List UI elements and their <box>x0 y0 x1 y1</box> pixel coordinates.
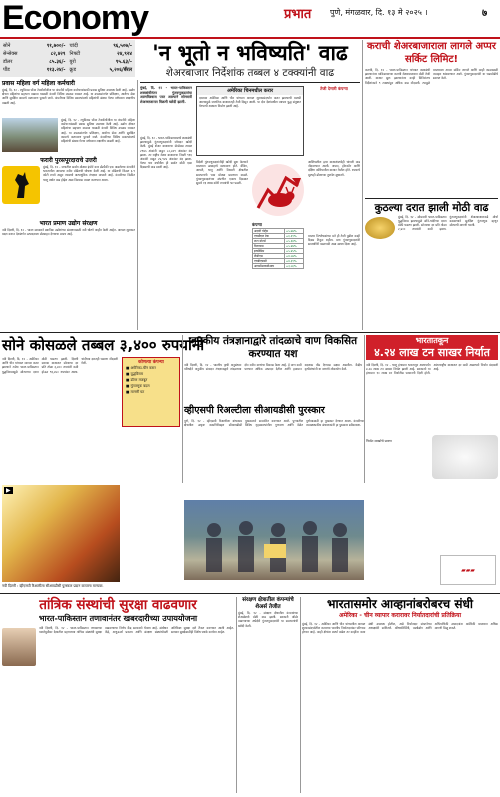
ticker-value: ९६,५०७/- <box>113 43 132 49</box>
ticker-value: ९१,७००/- <box>46 43 66 49</box>
ticker-item <box>3 42 66 50</box>
company-name: एचडीएफसी <box>253 259 285 264</box>
ticker-grid <box>0 40 135 76</box>
award-photo <box>184 500 364 580</box>
people-icon <box>184 500 364 580</box>
right-mid-headline: कुठल्या दरात झाली मोठी वाढ <box>374 201 489 214</box>
col-rule-4 <box>364 335 365 483</box>
tech-story <box>184 335 362 403</box>
ticker-item <box>70 58 133 66</box>
col-rule-1 <box>137 80 138 330</box>
ticker-label: सेन्सेक्स <box>3 51 18 57</box>
main-box-body: दरम्यान अमेरिका आणि चीन यांच्यात आयात शुल्कासंदर्भात करार झाल्याची बातमी आल्यामुळे जागतिक बाजारातही तेजी दिसून आली. या दोन देशांमधील व्यापार युद्ध संपुष्टात येण्याची शक्यता निर्माण झाली आहे. <box>199 96 301 109</box>
company-name: अदानी पोर्ट्स <box>253 229 285 234</box>
main-story <box>140 40 360 300</box>
ticker-item <box>3 58 66 66</box>
export-headline: ४.२४ लाख टन साखर निर्यात <box>374 346 490 359</box>
ticker-label: सोने <box>3 43 11 49</box>
main-box <box>196 86 304 156</box>
left-mid-headline: फरारी पुरसपूरदाराचे उत्तरी <box>40 157 97 164</box>
ticker-label: युरो <box>69 59 76 65</box>
export-sugar-bag: ▰▰▰ <box>440 555 496 585</box>
page-number: ७ <box>482 8 488 19</box>
list-item: ■ अमेरिका-चीन करार <box>126 366 156 370</box>
company-name: टीसीएस <box>253 254 285 259</box>
company-change: +४.५७% <box>284 254 303 259</box>
sugar-caption: निर्यात साखरेचे प्रमाण <box>366 439 392 443</box>
right-top-headline: कराची शेअरबाजाराला लागले अप्पर सर्किट लिमिट! <box>367 41 496 65</box>
company-change: +३.५६% <box>284 264 303 269</box>
section-title: Economy <box>2 0 149 37</box>
left-mid-body: मुंबई, दि. १२ - जगातील सर्वात मोठ्या इंपोर्ट कार ब्रँडपैकी एक असलेल्या कंपनीने भारतातील आपल्या नवीन मॉडेलची घोषणा केली आहे. या मॉडेलची किंमत ३.९ कोटी रुपये असून त्यामध्ये अत्याधुनिक तंत्रज्ञान वापरले आहे. कंपनीच्या विक्रीत चालू वर्षात वाढ होईल असा विश्वास व्यक्त करण्यात आला. <box>43 165 135 182</box>
ticker-value: ८५.३६/- <box>49 59 66 65</box>
left-top-headline: प्रवास महिला वर्ग महिला कर्मचारी <box>2 80 75 87</box>
ticker-item <box>70 50 133 58</box>
masthead-rule <box>0 37 500 39</box>
company-name: टाटा मोटर्स <box>253 239 285 244</box>
list-item: ■ गुंतवणूक बदल <box>126 384 150 388</box>
company-change: +५.६४% <box>284 239 303 244</box>
bottom-mid-body: मुंबई, दि. १२ - संरक्षण क्षेत्रातील कंपन्यांच्या शेअर्समध्ये मोठी वाढ झाली. सरकारी ऑर्डर वाढण्याच्या अपेक्षेने गुंतवणूकदारांनी या समभागांची खरेदी केली. <box>238 611 298 628</box>
photo-label: ▶ <box>6 487 11 494</box>
bottom-rule <box>0 593 500 594</box>
ferrari-image <box>2 166 40 204</box>
horse-logo-icon <box>9 170 33 200</box>
company-change: +४.३९% <box>284 259 303 264</box>
row2-rule <box>0 332 500 333</box>
list-item: ■ डॉलर मजबूत <box>126 378 148 382</box>
ticker-value: ११३.२४/- <box>46 67 66 73</box>
ticker-value: ९५.६३/- <box>115 59 132 65</box>
ticker-item <box>70 66 133 74</box>
main-col-1: मुंबई, दि. १२ - भारत-पाकिस्तानमध्ये शस्त्रसंधी झाल्यामुळे गुंतवणूकदारांनी जोरदार खरेदी केली. मुंबई शेअर बाजाराचा सेन्सेक्स तब्बल २९७५ अंकांनी वाढून ८२,४२९ अंकांवर बंद झाला. तर राष्ट्रीय शेअर बाजाराचा निफ्टी ९१६ अंकांनी वाढून २४,९२४ अंकांवर बंद झाला. गेल्या चार वर्षांतील ही सर्वात मोठी एका दिवसाची वाढ ठरली आहे. <box>140 136 192 170</box>
ticker-label: डॉलर <box>3 59 13 65</box>
left-top-body: मुंबई, दि. १२ - ल्युमिनस पॉवर टेक्नॉलॉजीज या कंपनीने महिला कर्मचाऱ्यांसाठी प्रवास सुविधा उपलब्ध केली आहे. उद्योग क्षेत्रात महिलांचा सहभाग वाढावा यासाठी कंपनी विविध उपक्रम राबवत आहे. या उपक्रमांतर्गत प्रशिक्षण, आरोग्य सेवा आणि सुरक्षित कामाचे वातावरण पुरवले जाते. कंपनीच्या विविध प्रकल्पांमध्ये महिलांची संख्या गेल्या वर्षभरात लक्षणीय वाढली आहे. <box>2 88 135 105</box>
col-rule-2 <box>362 40 363 330</box>
export-body: नवी दिल्ली, दि. १२ - चालू हंगामात भारतातून आतापर्यंत ४.२४ लाख टन साखर निर्यात झाली आहे. सरकारने या हंगामात १० लाख टन निर्यातीस परवानगी दिली होती. आंतरराष्ट्रीय बाजारात दर कमी असल्याने निर्यात मंदावली आहे. <box>366 363 498 376</box>
ticker-label: क्रूड <box>69 67 77 73</box>
ticker-item <box>3 66 66 74</box>
main-headline: 'न भूतो न भविष्यति' वाढ <box>152 41 348 65</box>
col-rule-5 <box>236 597 237 793</box>
sugar-image <box>432 435 498 479</box>
main-col-4: बाजार विश्लेषकांच्या मते ही तेजी पुढील काही दिवस टिकून राहील. मात्र गुंतवणूकदारांनी सावधगिरी बाळगावी असा सल्ला दिला आहे. <box>308 234 360 247</box>
brand-logo: प्रभात <box>284 7 312 22</box>
bull-icon <box>252 160 304 220</box>
list-item: ■ युद्धविराम <box>126 372 143 376</box>
bottom-left-portrait <box>2 628 36 666</box>
right-column <box>365 40 498 330</box>
company-change: +५.४७% <box>284 244 303 249</box>
main-col-2: विदेशी गुंतवणूकदारांनीही खरेदी सुरू केल्याने बाजारात उत्साहाचे वातावरण होते. बँकिंग, आयटी, धातू आणि रिअल्टी क्षेत्रातील समभागांचे भाव मोठ्या प्रमाणात वाढले. गुंतवणूकदारांच्या संपत्तीत एकाच दिवसात सुमारे १६ लाख कोटी रुपयांची भर पडली. <box>196 160 248 186</box>
ticker-value: ८२,४२९ <box>50 51 66 57</box>
main-rule <box>140 82 360 83</box>
bottom-right-story <box>302 597 498 793</box>
dateline: पुणे, मंगळवार, दि. १३ मे २०२५ । <box>330 8 428 17</box>
main-box-title: अमेरिका चिनमधील करार <box>197 87 303 95</box>
bottom-left-body: नवी दिल्ली, दि. १२ - भारत-पाकिस्तान तणावाच्या पार्श्वभूमीवर देशातील महत्त्वाच्या तांत्रिक संस्थांची सुरक्षा वाढवण्याचा निर्णय केंद्र सरकारने घेतला आहे. संशोधन केंद्रे, अणुऊर्जा प्रकल्प आणि संरक्षण संस्थांभोवती अतिरिक्त सुरक्षा दले तैनात करण्यात आली आहेत. सायबर सुरक्षेसाठीही विशेष पथके कार्यरत आहेत. <box>39 626 234 635</box>
export-banner-label: भारतातकून <box>415 336 449 345</box>
company-name: एचसीएल टेक <box>253 234 285 239</box>
bottom-right-subhead: अमेरिका - चीन व्यापार करारावर निर्यातदारांची प्रतिक्रिया <box>338 612 461 619</box>
market-graphic <box>252 160 304 220</box>
award-headline: व्हीएसपी रिअल्टीला सीआयडीसी पुरस्कार <box>184 405 325 416</box>
bottom-right-headline: भारतासमोर आव्हानांबरोबरच संधी <box>327 597 473 611</box>
left-column <box>2 80 135 330</box>
col-rule-6 <box>300 597 301 793</box>
ticker-value: ५,२०६/बॅरल <box>109 67 132 73</box>
export-banner <box>366 335 498 360</box>
ticker-item <box>3 50 66 58</box>
photo-illustration <box>2 485 120 582</box>
company-name: रिलायन्स <box>253 244 285 249</box>
gold-coin-icon <box>365 217 395 239</box>
bottom-right-body: मुंबई, दि. १२ - अमेरिका आणि चीन यांच्यातील आयात शुल्कासंदर्भातील कराराचा भारतीय निर्यातदारांवर परिणाम होणार आहे. काही क्षेत्रांना स्पर्धा वाढेल तर काहींना नव्या संधी उपलब्ध होतील, असे निर्यातदार संघटनेच्या अध्यक्षांनी सांगितले. औषधनिर्मिती, वस्त्रोद्योग आणि अभियांत्रिकी उत्पादनांना अमेरिकी बाजारात अधिक मागणी मिळू शकते. <box>302 622 498 635</box>
award-caption: नवी दिल्ली : व्हीएसपी रिअल्टीला सीआयडीसी पुरस्कार प्रदान करताना मान्यवर. <box>2 584 364 589</box>
gold-box-list <box>124 365 178 395</box>
left-top-body-2: मुंबई, दि. १२ - ल्युमिनस पॉवर टेक्नॉलॉजीज या कंपनीने महिला कर्मचाऱ्यांसाठी प्रवास सुविधा उपलब्ध केली आहे. उद्योग क्षेत्रात महिलांचा सहभाग वाढावा यासाठी कंपनी विविध उपक्रम राबवत आहे. या उपक्रमांतर्गत प्रशिक्षण, आरोग्य सेवा आणि सुरक्षित कामाचे वातावरण पुरवले जाते. कंपनीच्या विविध प्रकल्पांमध्ये महिलांची संख्या गेल्या वर्षभरात लक्षणीय वाढली आहे. <box>61 118 135 144</box>
ticker-item <box>70 42 133 50</box>
right-top-body: कराची, दि. १२ - भारत-पाकिस्तान यांच्यात शस्त्रसंधी झाल्यानंतर पाकिस्तानच्या कराची शेअरबाजारात मोठी तेजी आली. बाजार सुरू झाल्यानंतर काही मिनिटांतच निर्देशांकाने ९ टक्क्यांहून अधिक वाढ नोंदवली. त्यामुळे बाजाराला अप्पर सर्किट लागले आणि काही काळासाठी व्यवहार थांबवण्यात आले. गुंतवणूकदारांनी या घडामोडीचे स्वागत केले. <box>365 68 498 85</box>
left-low-body: नवी दिल्ली, दि. १२ - भारत सरकारने स्थानिक उद्योगांच्या संरक्षणासाठी नवी धोरणे जाहीर केली आहेत. आयात शुल्कात बदल करून देशांतर्गत उत्पादनाला प्रोत्साहन देण्याचा प्रयत्न आहे. <box>2 228 135 237</box>
gainers-table <box>252 222 304 269</box>
company-name: इन्फोसिस <box>253 249 285 254</box>
gold-headline: सोने कोसळले तब्बल ३,४०० रुपयांनी <box>2 336 205 354</box>
left-low-headline: भारत प्रमाण उद्योग संरक्षण <box>39 220 98 227</box>
tech-headline: जनुकीय तंत्रज्ञानाद्वारे तांदळाचे वाण विकसित करण्यात यश <box>188 335 358 360</box>
gold-body: नवी दिल्ली, दि. १२ - अमेरिका आणि चीन यांच्यात व्यापार करार झाल्याने तसेच भारत-पाकिस्तान युद्धविरामामुळे सोन्याच्या दरात मोठी घसरण झाली. दिल्ली सराफा बाजारात सोन्याचा दर प्रति तोळा ३,४०० रुपयांनी कमी होऊन ९६,४५० रुपयांवर आला. चांदीच्या दरातही घसरण नोंदवली गेली. <box>2 357 118 374</box>
ticker-label: पौंड <box>3 67 10 73</box>
gold-box-title: कोणत्या कंपन्या <box>138 360 164 365</box>
side-label: तेजी देणारी कंपन्या <box>320 86 348 91</box>
tech-body: नवी दिल्ली, दि. १२ - भारतीय कृषी अनुसंधान परिषदेने जनुकीय संपादन तंत्रज्ञानाद्वारे तांदळाच्या दोन नवीन वाणांचा विकास केला आहे. हे वाण कमी पाण्यात अधिक उत्पादन देतील आणि हवामान बदलास तोंड देण्यास सक्षम असतील. केंद्रीय कृषीमंत्र्यांनी या वाणांचे लोकार्पण केले. <box>184 363 362 372</box>
ticker-label: निफ्टी <box>69 51 81 57</box>
company-change: +५.७७% <box>284 229 303 234</box>
gainers-table-title: कंपन्या <box>252 222 262 227</box>
ticker-label: चांदी <box>69 43 78 49</box>
company-change: +५.४५% <box>284 249 303 254</box>
gainers-table-grid <box>252 228 304 269</box>
left-photo <box>2 118 58 152</box>
right-mid-body: मुंबई, दि. १२ - सोमवारी भारत-पाकिस्तान युद्धविराम झाल्यामुळे सोने-चांदीच्या दरात मोठी घसरण झाली. सोन्याचा दर प्रति तोळा २,४०० रुपयांनी कमी झाला. गुंतवणूकदारांनी शेअरबाजाराकडे मोर्चा वळवल्याने सुरक्षित गुंतवणूक म्हणून सोन्याची मागणी घटली. <box>398 214 498 232</box>
main-col-3: आशियातील इतर बाजारांमध्येही चांगली वाढ नोंदवण्यात आली. जपान, हाँगकाँग आणि दक्षिण कोरियातील बाजार तेजीत होते. रुपयाचे मूल्यही डॉलरच्या तुलनेत सुधारले. <box>308 160 360 177</box>
bottom-mid-story <box>238 597 298 793</box>
list-item: ■ मागणी घट <box>126 390 145 394</box>
main-subhead: शेअरबाजार निर्देशांक तब्बल ४ टक्क्यांनी वाढ <box>165 67 335 79</box>
company-change: +६.६९% <box>284 234 303 239</box>
bottom-left-subhead: भारत-पाकिस्तान तणावानंतर खबरदारीच्या उपाययोजना <box>38 614 198 623</box>
company-name: आयसीआयसीआय <box>253 264 285 269</box>
bottom-mid-headline: संरक्षण क्षेत्रातील कंपन्यांचे शेअर्स तेजीत <box>242 597 294 610</box>
bottom-left-headline: तांत्रिक संस्थांची सुरक्षा वाढवणार <box>39 597 197 613</box>
award-body: पुणे, दि. १२ - व्हीएसपी रिअल्टीला बांधकाम क्षेत्रातील उत्कृष्ट कामगिरीबद्दल सीआयडीसी पुरस्काराने सन्मानित करण्यात आले. पुण्यातील विविध गृहप्रकल्पांतील गुणवत्ता आणि वेळेत पूर्णत्वासाठी हा पुरस्कार देण्यात आला. कंपनीच्या व्यवस्थापकीय संचालकांनी हा पुरस्कार स्वीकारला. <box>184 419 364 428</box>
main-lede: मुंबई, दि. १२ - भारत-पाकिस्तान शस्त्रसंधीनंतर गुंतवणूकदारांचा आत्मविश्वास परत आल्याने सोमवारी शेअरबाजारात विक्रमी खरेदी झाली. <box>140 86 192 104</box>
export-story <box>366 335 498 485</box>
ticker-value: २४,९२४ <box>117 51 132 57</box>
bottom-left-story <box>2 597 234 793</box>
market-ticker <box>0 40 135 77</box>
table-row <box>253 264 304 269</box>
right-rule <box>365 198 498 199</box>
